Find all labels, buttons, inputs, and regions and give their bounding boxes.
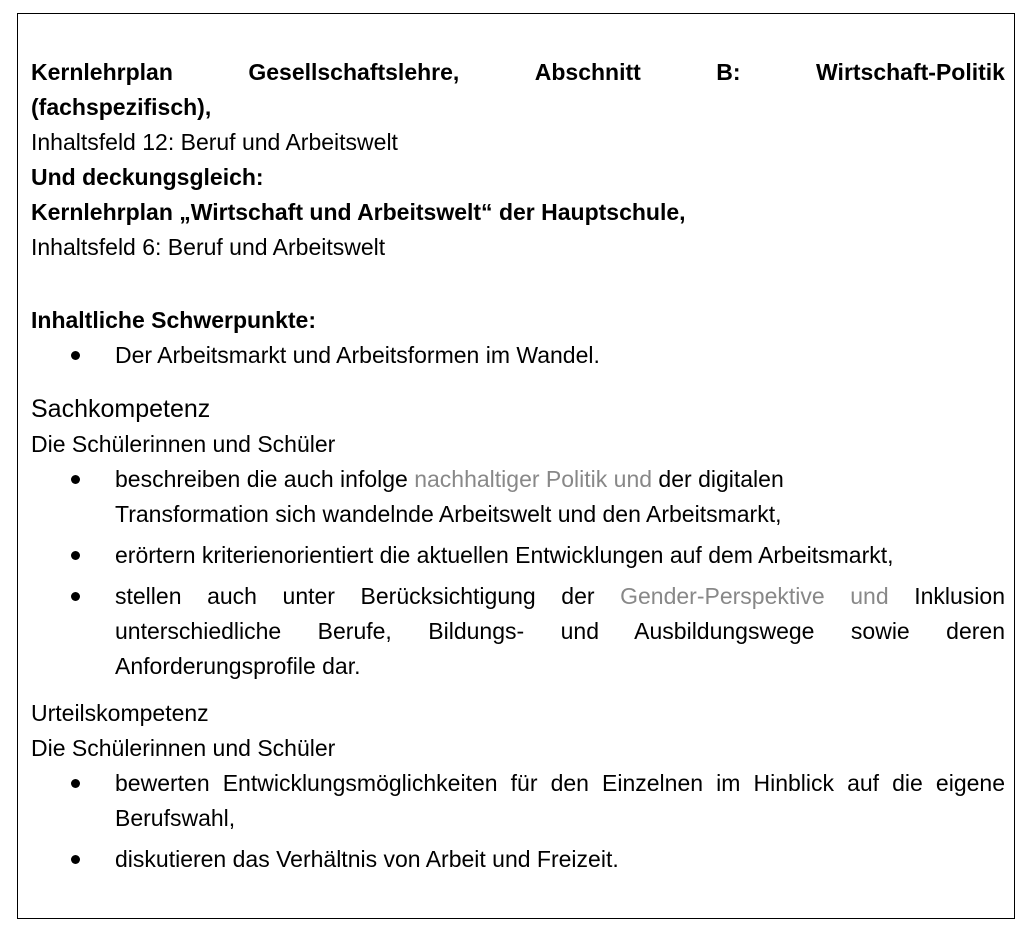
urteilskompetenz-intro: Die Schülerinnen und Schüler [31, 735, 336, 761]
header-word: Abschnitt [534, 59, 641, 85]
list-item-text: diskutieren das Verhältnis von Arbeit und Freizeit. [115, 846, 619, 872]
bullet-icon [71, 779, 80, 788]
header-line-5: Kernlehrplan „Wirtschaft und Arbeitswelt“ der Hauptschule, [31, 199, 686, 225]
sachkompetenz-intro: Die Schülerinnen und Schüler [31, 431, 336, 457]
header-word: B: [716, 59, 741, 85]
list-item [31, 579, 1005, 684]
schwerpunkte-list [31, 338, 1005, 373]
bullet-icon [71, 475, 80, 484]
header-line-3: Inhaltsfeld 12: Beruf und Arbeitswelt [31, 129, 398, 155]
text-segment: Inklusion unterschiedliche Berufe, Bildungs- und Ausbildungswege sowie deren Anforderungsprofile dar. [115, 583, 1005, 679]
header-line-2: (fachspezifisch), [31, 94, 212, 120]
header-line-4: Und deckungsgleich: [31, 164, 264, 190]
sachkompetenz-list [31, 462, 1005, 684]
list-item [31, 766, 1005, 836]
header-word: Gesellschaftslehre, [248, 59, 460, 85]
urteilskompetenz-list [31, 766, 1005, 877]
highlighted-text: Gender-Perspektive und [620, 583, 889, 609]
list-item-text [115, 579, 1005, 684]
list-item-text: Der Arbeitsmarkt und Arbeitsformen im Wandel. [115, 342, 600, 368]
schwerpunkte-title: Inhaltliche Schwerpunkte: [31, 307, 316, 333]
list-item-text [115, 466, 784, 527]
list-item [31, 538, 1005, 573]
list-item [31, 842, 1005, 877]
header-line-1 [31, 55, 1005, 90]
document-frame [17, 13, 1015, 919]
text-segment: stellen auch unter Berücksichtigung der [115, 583, 621, 609]
header-word: Wirtschaft-Politik [816, 59, 1005, 85]
header-word: Kernlehrplan [31, 59, 173, 85]
list-item-text: erörtern kriterienorientiert die aktuellen Entwicklungen auf dem Arbeitsmarkt, [115, 542, 894, 568]
bullet-icon [71, 592, 80, 601]
bullet-icon [71, 551, 80, 560]
text-segment: Transformation sich wandelnde Arbeitswelt und den Arbeitsmarkt, [115, 501, 782, 527]
bullet-icon [71, 855, 80, 864]
sachkompetenz-title: Sachkompetenz [31, 395, 211, 423]
text-segment: der digitalen [652, 466, 784, 492]
highlighted-text: nachhaltiger Politik und [414, 466, 653, 492]
list-item [31, 462, 1005, 532]
document-content [31, 55, 1005, 883]
list-item [31, 338, 1005, 373]
text-segment: beschreiben die auch infolge [115, 466, 415, 492]
header-line-6: Inhaltsfeld 6: Beruf und Arbeitswelt [31, 234, 386, 260]
bullet-icon [71, 351, 80, 360]
urteilskompetenz-title: Urteilskompetenz [31, 700, 209, 726]
list-item-text: bewerten Entwicklungsmöglichkeiten für den Einzelnen im Hinblick auf die eigene Berufswahl, [115, 770, 1005, 831]
